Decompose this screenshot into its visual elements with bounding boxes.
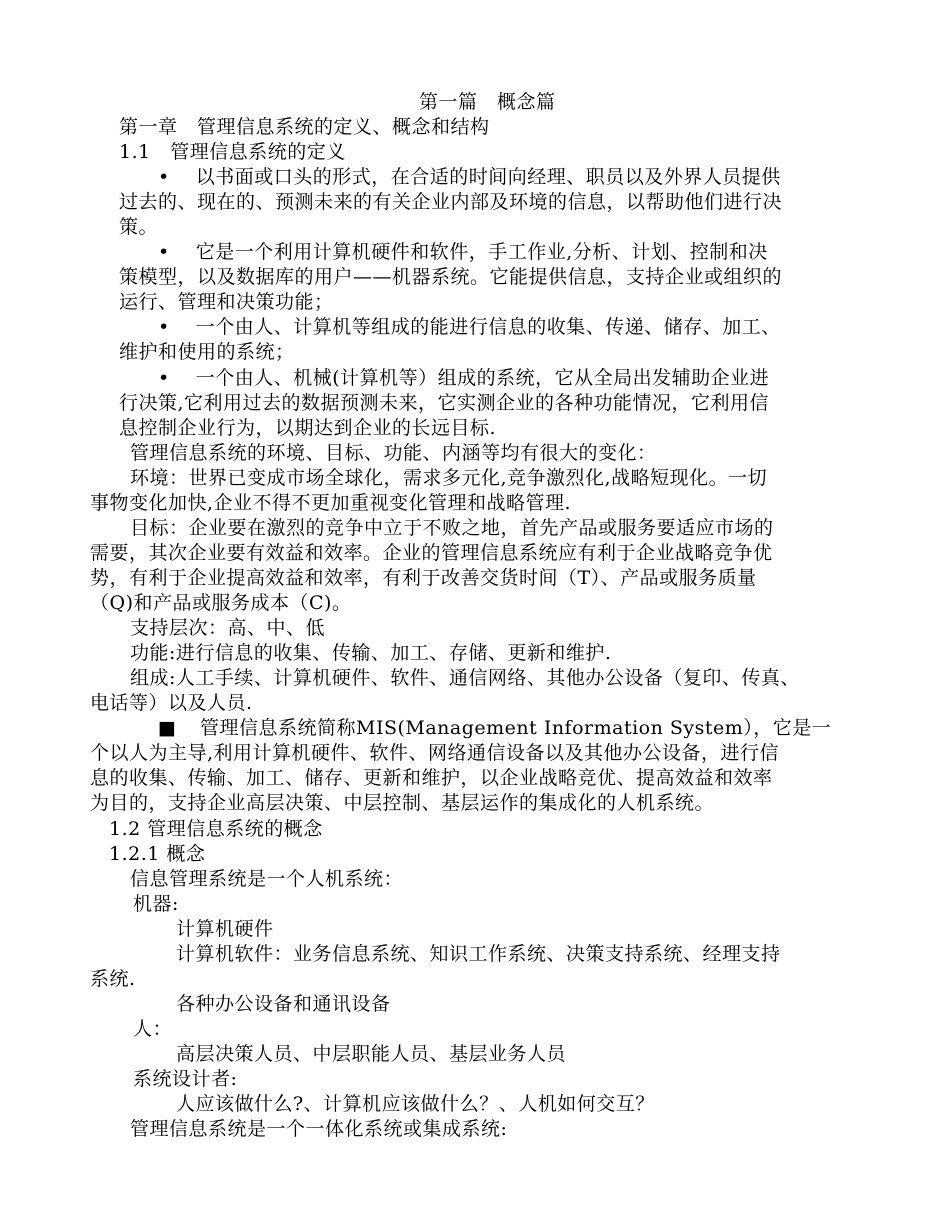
paragraph-line: 势，有利于企业提高效益和效率，有利于改善交货时间（T）、产品或服务质量 — [90, 567, 757, 589]
list-item: 系统. — [90, 968, 136, 990]
section-heading: 1.1 管理信息系统的定义 — [119, 141, 346, 163]
label-line: 人： — [133, 1018, 173, 1040]
paragraph-line: 管理信息系统简称MIS(Management Information System），它是一 — [200, 717, 832, 739]
definition-line: 策。 — [119, 216, 159, 238]
label-line: 机器: — [133, 893, 179, 915]
list-item: 各种办公设备和通讯设备 — [176, 993, 391, 1015]
section-heading: 1.2 管理信息系统的概念 — [109, 818, 323, 840]
paragraph-line: 为目的，支持企业高层决策、中层控制、基层运作的集成化的人机系统。 — [90, 792, 715, 814]
definition-line: 过去的、现在的、预测未来的有关企业内部及环境的信息，以帮助他们进行决 — [119, 191, 783, 213]
definition-line: 运行、管理和决策功能； — [119, 291, 334, 313]
chapter-title: 第一章 管理信息系统的定义、概念和结构 — [119, 116, 490, 138]
paragraph-line: 环境：世界已变成市场全球化，需求多元化,竞争激烈化,战略短现化。一切 — [130, 467, 768, 489]
definition-line: 策模型，以及数据库的用户——机器系统。它能提供信息，支持企业或组织的 — [119, 266, 783, 288]
definition-line: • 一个由人、机械(计算机等）组成的系统，它从全局出发辅助企业进 — [158, 367, 770, 389]
paragraph-line: 息的收集、传输、加工、储存、更新和维护，以企业战略竞优、提高效益和效率 — [90, 767, 773, 789]
paragraph-line: 管理信息系统是一个一体化系统或集成系统: — [130, 1118, 508, 1140]
definition-line: • 以书面或口头的形式，在合适的时间向经理、职员以及外界人员提供 — [158, 166, 781, 188]
paragraph-line: 组成:人工手续、计算机硬件、软件、通信网络、其他办公设备（复印、传真、 — [130, 667, 800, 689]
paragraph-line: （Q)和产品或服务成本（C)。 — [90, 592, 352, 614]
part-title: 第一篇 概念篇 — [419, 91, 556, 113]
subsection-heading: 1.2.1 概念 — [109, 843, 206, 865]
paragraph-line: 需要，其次企业要有效益和效率。企业的管理信息系统应有利于企业战略竞争优 — [90, 542, 773, 564]
list-item: 计算机软件：业务信息系统、知识工作系统、决策支持系统、经理支持 — [176, 943, 781, 965]
definition-line: • 一个由人、计算机等组成的能进行信息的收集、传递、储存、加工、 — [158, 316, 781, 338]
paragraph-line: 目标：企业要在激烈的竞争中立于不败之地，首先产品或服务要适应市场的 — [130, 517, 774, 539]
paragraph-line: 管理信息系统的环境、目标、功能、内涵等均有很大的变化： — [130, 442, 657, 464]
list-item: 计算机硬件 — [176, 918, 274, 940]
list-item: 高层决策人员、中层职能人员、基层业务人员 — [176, 1043, 567, 1065]
paragraph-line: 事物变化加快,企业不得不更加重视变化管理和战略管理. — [90, 492, 572, 514]
definition-line: 息控制企业行为，以期达到企业的长远目标. — [119, 417, 497, 439]
paragraph-line: 功能:进行信息的收集、传输、加工、存储、更新和维护. — [130, 642, 612, 664]
paragraph-line: 支持层次：高、中、低 — [130, 617, 326, 639]
paragraph-line: 电话等）以及人员. — [90, 692, 253, 714]
paragraph-line: 个以人为主导,利用计算机硬件、软件、网络通信设备以及其他办公设备，进行信 — [90, 742, 780, 764]
definition-line: 维护和使用的系统； — [119, 341, 295, 363]
definition-line: 行决策,它利用过去的数据预测未来，它实测企业的各种功能情况，它利用信 — [119, 392, 770, 414]
definition-line: • 它是一个利用计算机硬件和软件，手工作业,分析、计划、控制和决 — [158, 241, 768, 263]
square-bullet-icon: ■ — [158, 717, 177, 739]
list-item: 人应该做什么?、计算机应该做什么？、人机如何交互？ — [176, 1093, 655, 1115]
paragraph-line: 信息管理系统是一个人机系统： — [130, 868, 404, 890]
label-line: 系统设计者: — [133, 1068, 238, 1090]
